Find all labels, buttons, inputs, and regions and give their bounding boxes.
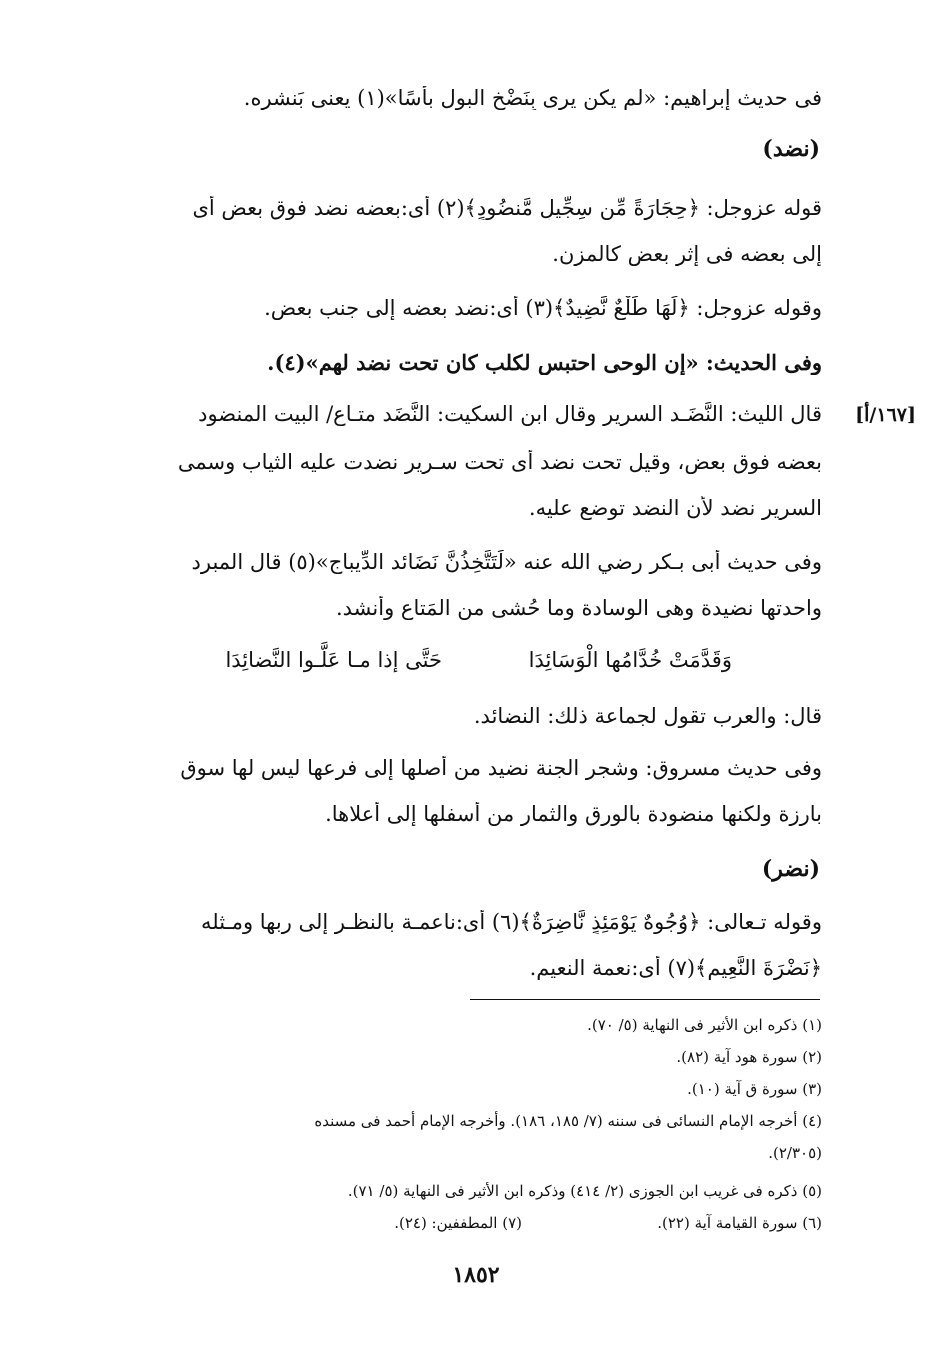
footnote-4-line1: (٤) أخرجه الإمام النسائى فى سننه (٧/ ١٨٥، ١٨٦). وأخرجه الإمام أحمد فى مسنده bbox=[314, 1112, 822, 1130]
footnote-6: (٦) سورة القيامة آية (٢٢). bbox=[657, 1214, 822, 1232]
poetry-verse bbox=[222, 648, 822, 678]
entry-heading-nadar: (نضر) bbox=[761, 856, 820, 882]
paragraph-masruq-line1: وفى حديث مسروق: وشجر الجنة نضيد من أصلها إلى فرعها ليس لها سوق bbox=[180, 756, 822, 780]
paragraph-quran-mandud-line1: قوله عزوجل: ﴿حِجَارَةً مِّن سِجِّيلٍ مَّنضُودٍ﴾(٢) أى:بعضه نضد فوق بعض أى bbox=[192, 196, 822, 220]
verse-first-hemistich: وَقَدَّمَتْ خُدَّامُها الْوَسَائِدَا bbox=[528, 648, 732, 672]
paragraph-layth-line1: قال الليث: النَّضَـد السرير وقال ابن السكيت: النَّضَد متـاع/ البيت المنضود bbox=[198, 402, 822, 426]
paragraph-quran-nadid: وقوله عزوجل: ﴿لَهَا طَلْعٌ نَّضِيدٌ﴾(٣) أى:نضد بعضه إلى جنب بعض. bbox=[264, 296, 822, 320]
footnotes-6-7-row bbox=[112, 1214, 822, 1236]
footnote-7: (٧) المطففين: (٢٤). bbox=[394, 1214, 522, 1232]
footnote-4-line2: (٢/٣٠٥). bbox=[768, 1144, 822, 1162]
footnote-1: (١) ذكره ابن الأثير فى النهاية (٥/ ٧٠). bbox=[587, 1016, 822, 1034]
paragraph-nadira-line1: وقوله تـعالى: ﴿وُجُوهٌ يَوْمَئِذٍ نَّاضِرَةٌ﴾(٦) أى:ناعمـة بالنظـر إلى ربها ومـثله bbox=[201, 910, 822, 934]
paragraph-hadith-wahy: وفى الحديث: «إن الوحى احتبس لكلب كان تحت نضد لهم»(٤). bbox=[267, 350, 822, 375]
paragraph-abu-bakr-line1: وفى حديث أبى بـكر رضي الله عنه «لَتَتَّخِذُنَّ نَضَائد الدِّيباج»(٥) قال المبرد bbox=[191, 550, 822, 574]
page-number: ١٨٥٢ bbox=[452, 1262, 500, 1288]
footnote-5: (٥) ذكره فى غريب ابن الجوزى (٢/ ٤١٤) وذكره ابن الأثير فى النهاية (٥/ ٧١). bbox=[347, 1182, 822, 1200]
footnote-3: (٣) سورة ق آية (١٠). bbox=[687, 1080, 822, 1098]
paragraph-layth-line3: السرير نضد لأن النضد توضع عليه. bbox=[528, 496, 822, 520]
paragraph-nadaid-plural: قال: والعرب تقول لجماعة ذلك: النضائد. bbox=[473, 704, 822, 728]
paragraph-masruq-line2: بارزة ولكنها منضودة بالورق والثمار من أسفلها إلى أعلاها. bbox=[325, 802, 822, 826]
paragraph-nadira-line2: ﴿نَضْرَةَ النَّعِيمِ﴾(٧) أى:نعمة النعيم. bbox=[529, 956, 822, 980]
paragraph-ibrahim-hadith: فى حديث إبراهيم: «لم يكن يرى بِنَضْخ البول بأسًا»(١) يعنى بَنشره. bbox=[243, 86, 822, 110]
margin-folio-reference: [١٦٧/أ] bbox=[855, 404, 916, 426]
paragraph-quran-mandud-line2: إلى بعضه فى إثر بعض كالمزن. bbox=[552, 242, 822, 266]
footnote-2: (٢) سورة هود آية (٨٢). bbox=[676, 1048, 822, 1066]
footnote-separator bbox=[470, 999, 820, 1000]
paragraph-abu-bakr-line2: واحدتها نضيدة وهى الوسادة وما حُشى من المَتاع وأنشد. bbox=[335, 596, 822, 620]
paragraph-layth-line2: بعضه فوق بعض، وقيل تحت نضد أى تحت سـرير نضدت عليه الثياب وسمى bbox=[177, 450, 822, 474]
verse-second-hemistich: حَتَّى إذا مـا عَلَّـوا النَّضائِدَا bbox=[225, 648, 442, 672]
entry-heading-nadad: (نضد) bbox=[762, 136, 820, 162]
